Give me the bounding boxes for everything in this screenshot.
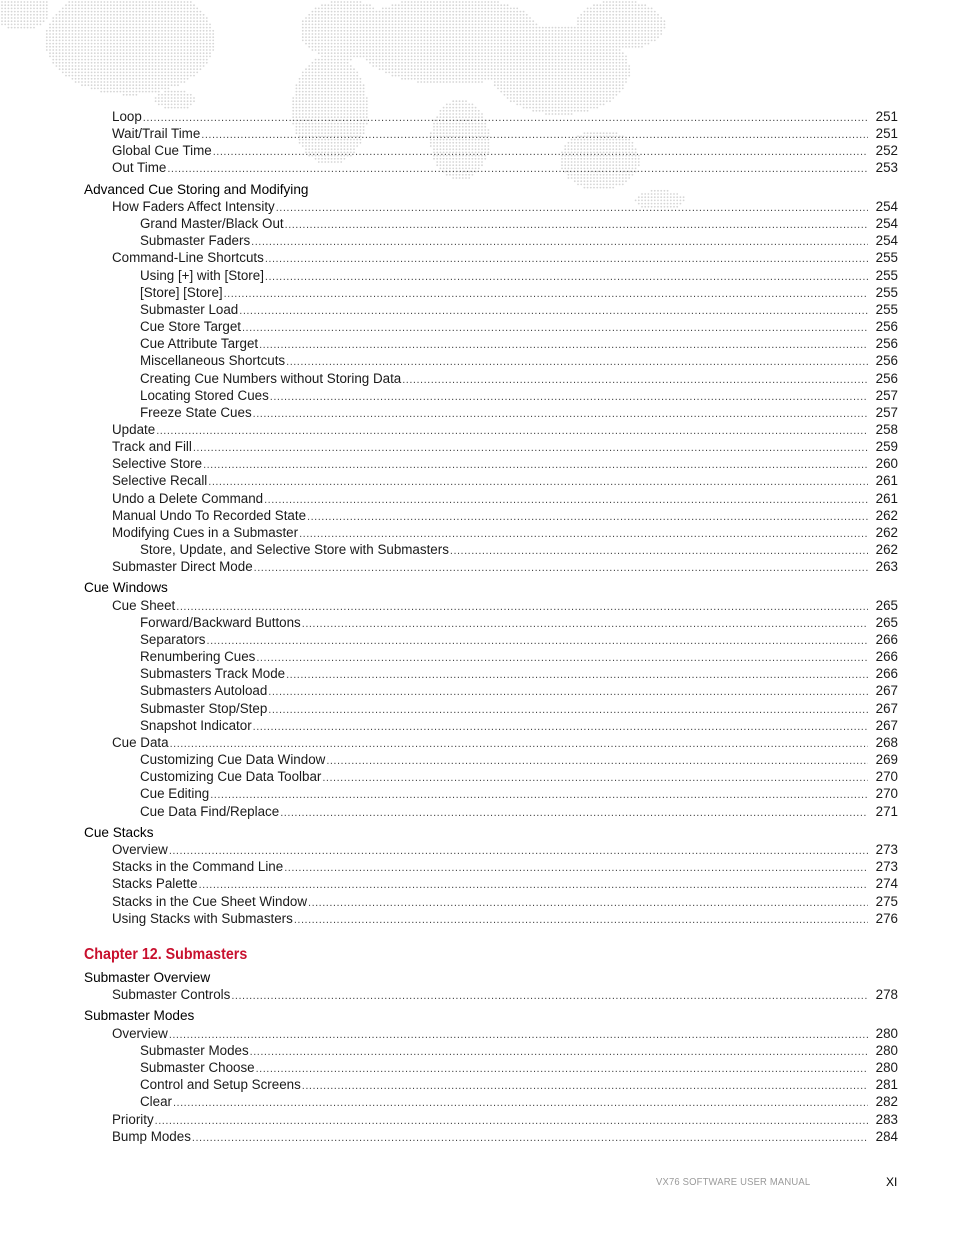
- toc-entry-title: Selective Recall: [112, 473, 208, 489]
- toc-page-number: 274: [875, 876, 898, 892]
- toc-page-number: 266: [875, 666, 898, 682]
- toc-page-number: 255: [875, 284, 898, 300]
- toc-entry[interactable]: [140, 700, 898, 717]
- toc-entry-title: Control and Setup Screens: [140, 1077, 301, 1093]
- toc-entry-title: Cue Attribute Target: [140, 336, 259, 352]
- toc-entry[interactable]: [140, 785, 898, 802]
- toc-page-number: 262: [875, 542, 898, 557]
- toc-section-heading[interactable]: Submaster Overview: [84, 969, 211, 985]
- toc-page-number: 255: [875, 250, 898, 266]
- toc-entry-title: Forward/Backward Buttons: [140, 614, 301, 630]
- toc-entry[interactable]: [112, 421, 898, 438]
- toc-entry-title: Overview: [112, 1025, 168, 1041]
- toc-entry[interactable]: [140, 614, 898, 631]
- toc-page-number: 270: [875, 786, 898, 802]
- toc-entry[interactable]: [140, 267, 898, 284]
- toc-entry[interactable]: [140, 1076, 898, 1093]
- toc-page-number: 258: [875, 421, 898, 437]
- toc-entry-title: Stacks in the Command Line: [112, 859, 284, 875]
- toc-entry[interactable]: [140, 751, 898, 768]
- toc-entry[interactable]: [112, 249, 898, 266]
- toc-entry-title: Out Time: [112, 160, 167, 176]
- toc-entry[interactable]: [140, 370, 898, 387]
- toc-page-number: 280: [875, 1025, 898, 1041]
- toc-entry-title: Priority: [112, 1111, 154, 1127]
- toc-entry[interactable]: [112, 875, 898, 892]
- toc-page-number: 256: [875, 336, 898, 352]
- toc-entry[interactable]: [112, 125, 898, 142]
- toc-page-number: 257: [875, 387, 898, 403]
- toc-entry[interactable]: [140, 631, 898, 648]
- toc-entry[interactable]: [140, 284, 898, 301]
- toc-entry-title: How Faders Affect Intensity: [112, 199, 275, 214]
- toc-entry-title: Stacks Palette: [112, 876, 198, 892]
- toc-leader-dots: [294, 912, 868, 929]
- toc-entry[interactable]: [112, 558, 898, 575]
- toc-entry-title: Submaster Modes: [140, 1042, 249, 1058]
- toc-leader-dots: [231, 988, 868, 1005]
- toc-entry[interactable]: [140, 541, 898, 558]
- toc-entry[interactable]: [112, 490, 898, 507]
- toc-entry[interactable]: [112, 841, 898, 858]
- toc-section-heading[interactable]: Advanced Cue Storing and Modifying: [84, 181, 309, 197]
- toc-entry[interactable]: [140, 768, 898, 785]
- toc-entry[interactable]: [112, 108, 898, 125]
- toc-entry[interactable]: [140, 665, 898, 682]
- toc-page-number: 259: [875, 439, 898, 455]
- toc-page-number: 273: [875, 859, 898, 875]
- toc-entry-title: Submaster Direct Mode: [112, 559, 253, 575]
- toc-page-number: 260: [875, 456, 898, 472]
- toc-page-number: 265: [875, 614, 898, 630]
- toc-page-number: 256: [875, 370, 898, 386]
- toc-entry[interactable]: [140, 232, 898, 249]
- toc-page-number: 263: [875, 559, 898, 575]
- toc-section-heading[interactable]: Cue Stacks: [84, 824, 154, 840]
- toc-entry-title: Track and Fill: [112, 439, 192, 455]
- toc-page-number: 262: [875, 507, 898, 523]
- toc-entry-title: Cue Store Target: [140, 319, 241, 335]
- toc-entry-title: Modifying Cues in a Submaster: [112, 524, 299, 540]
- toc-entry-title: Selective Store: [112, 456, 203, 472]
- toc-entry-title: Cue Data: [112, 734, 169, 750]
- toc-page-number: 252: [875, 143, 898, 159]
- toc-entry-title: Customizing Cue Data Window: [140, 752, 326, 768]
- toc-page-number: 268: [875, 734, 898, 750]
- toc-page-number: 281: [875, 1077, 898, 1093]
- toc-page-number: 276: [875, 910, 898, 926]
- toc-entry[interactable]: [140, 803, 898, 820]
- toc-entry-title: Undo a Delete Command: [112, 490, 264, 506]
- toc-page-number: 267: [875, 717, 898, 733]
- toc-entry-title: Grand Master/Black Out: [140, 216, 284, 232]
- toc-entry[interactable]: [140, 301, 898, 318]
- toc-leader-dots: [280, 805, 868, 822]
- toc-entry[interactable]: [112, 472, 898, 489]
- toc-entry-title: Submaster Controls: [112, 987, 231, 1003]
- toc-entry[interactable]: [140, 352, 898, 369]
- toc-entry[interactable]: [112, 986, 898, 1003]
- toc-page-number: 254: [875, 233, 898, 249]
- toc-entry[interactable]: [112, 198, 898, 215]
- toc-chapter-heading[interactable]: Chapter 12. Submasters: [84, 945, 248, 963]
- toc-entry[interactable]: [112, 858, 898, 875]
- toc-entry-title: Separators: [140, 632, 206, 647]
- toc-page-number: 255: [875, 267, 898, 283]
- toc-entry-title: Overview: [112, 842, 168, 858]
- toc-entry[interactable]: [112, 142, 898, 159]
- toc-entry[interactable]: [140, 1093, 898, 1110]
- toc-entry[interactable]: [140, 335, 898, 352]
- toc-page-number: 251: [875, 109, 898, 124]
- toc-entry[interactable]: [140, 318, 898, 335]
- toc-entry[interactable]: [140, 1042, 898, 1059]
- toc-page-number: 267: [875, 683, 898, 699]
- toc-entry-title: Customizing Cue Data Toolbar: [140, 769, 322, 785]
- toc-page-number: 255: [875, 301, 898, 317]
- toc-page-number: 284: [875, 1128, 898, 1144]
- toc-entry-title: Submasters Track Mode: [140, 666, 286, 682]
- toc-page-number: 271: [875, 803, 898, 819]
- toc-entry-title: Manual Undo To Recorded State: [112, 507, 307, 523]
- toc-page-number: 280: [875, 1042, 898, 1058]
- toc-section-heading[interactable]: Submaster Modes: [84, 1008, 195, 1024]
- toc-page-number: 261: [875, 473, 898, 489]
- toc-entry-title: Snapshot Indicator: [140, 717, 252, 733]
- toc-entry-title: [Store] [Store]: [140, 284, 223, 300]
- toc-page-number: 273: [875, 842, 898, 858]
- toc-entry-title: Command-Line Shortcuts: [112, 250, 264, 266]
- toc-page-number: 251: [875, 126, 898, 142]
- toc-entry[interactable]: [140, 387, 898, 404]
- toc-entry-title: Cue Data Find/Replace: [140, 803, 280, 819]
- toc-entry-title: Loop: [112, 109, 142, 124]
- toc-leader-dots: [192, 1130, 868, 1147]
- toc-entry[interactable]: [112, 159, 898, 176]
- toc-entry-title: Submaster Load: [140, 301, 239, 317]
- toc-page-number: 261: [875, 490, 898, 506]
- toc-page-number: 270: [875, 769, 898, 785]
- toc-entry-title: Miscellaneous Shortcuts: [140, 353, 286, 369]
- toc-entry-title: Global Cue Time: [112, 143, 212, 159]
- footer-page-number: XI: [886, 1175, 898, 1189]
- toc-page-number: 266: [875, 632, 898, 647]
- toc-entry[interactable]: [140, 717, 898, 734]
- toc-entry[interactable]: [112, 1025, 898, 1042]
- toc-entry-title: Store, Update, and Selective Store with Submasters: [140, 542, 449, 557]
- toc-entry-title: Renumbering Cues: [140, 649, 256, 665]
- toc-entry-title: Creating Cue Numbers without Storing Data: [140, 370, 402, 386]
- toc-page-number: 254: [875, 199, 898, 214]
- toc-page-number: 280: [875, 1060, 898, 1076]
- toc-entry-title: Locating Stored Cues: [140, 387, 269, 403]
- toc-entry[interactable]: [140, 404, 898, 421]
- toc-entry[interactable]: [112, 734, 898, 751]
- toc-page-number: 257: [875, 404, 898, 420]
- toc-entry[interactable]: [112, 438, 898, 455]
- toc-entry[interactable]: [112, 1128, 898, 1145]
- toc-leader-dots: [254, 560, 868, 577]
- toc-leader-dots: [167, 161, 868, 178]
- toc-entry[interactable]: [112, 524, 898, 541]
- toc-page-number: 283: [875, 1111, 898, 1127]
- toc-page-number: 269: [875, 752, 898, 768]
- toc-page-number: 256: [875, 353, 898, 369]
- toc-entry[interactable]: [112, 910, 898, 927]
- toc-entry[interactable]: [140, 682, 898, 699]
- toc-entry[interactable]: [112, 507, 898, 524]
- toc-entry[interactable]: [112, 893, 898, 910]
- toc-entry-title: Clear: [140, 1094, 172, 1110]
- toc-page-number: 254: [875, 216, 898, 232]
- toc-page-number: 266: [875, 649, 898, 665]
- toc-entry[interactable]: [140, 215, 898, 232]
- toc-entry-title: Update: [112, 421, 156, 437]
- toc-page-number: 267: [875, 700, 898, 716]
- toc-entry-title: Cue Sheet: [112, 597, 176, 613]
- toc-entry[interactable]: [112, 597, 898, 614]
- toc-entry-title: Stacks in the Cue Sheet Window: [112, 893, 308, 909]
- toc-entry[interactable]: [112, 455, 898, 472]
- toc-page-number: 262: [875, 524, 898, 540]
- toc-entry[interactable]: [140, 648, 898, 665]
- toc-entry-title: Wait/Trail Time: [112, 126, 201, 142]
- toc-page-number: 282: [875, 1094, 898, 1110]
- toc-entry-title: Using [+] with [Store]: [140, 267, 264, 283]
- toc-entry-title: Submaster Faders: [140, 233, 251, 249]
- toc-entry[interactable]: [112, 1111, 898, 1128]
- toc-entry-title: Submasters Autoload: [140, 683, 268, 699]
- toc-entry-title: Using Stacks with Submasters: [112, 910, 293, 926]
- toc-entry-title: Cue Editing: [140, 786, 210, 802]
- toc-entry[interactable]: [140, 1059, 898, 1076]
- toc-entry-title: Freeze State Cues: [140, 404, 252, 420]
- toc-entry-title: Submaster Stop/Step: [140, 700, 268, 716]
- footer-manual-title: VX76 SOFTWARE USER MANUAL: [656, 1176, 811, 1188]
- toc-page-number: 278: [875, 987, 898, 1003]
- toc-entry-title: Submaster Choose: [140, 1060, 255, 1076]
- toc-page-number: 256: [875, 319, 898, 335]
- toc-section-heading[interactable]: Cue Windows: [84, 580, 168, 596]
- toc-page-number: 265: [875, 597, 898, 613]
- toc-page-number: 275: [875, 893, 898, 909]
- toc-page-number: 253: [875, 160, 898, 176]
- toc-entry-title: Bump Modes: [112, 1128, 191, 1144]
